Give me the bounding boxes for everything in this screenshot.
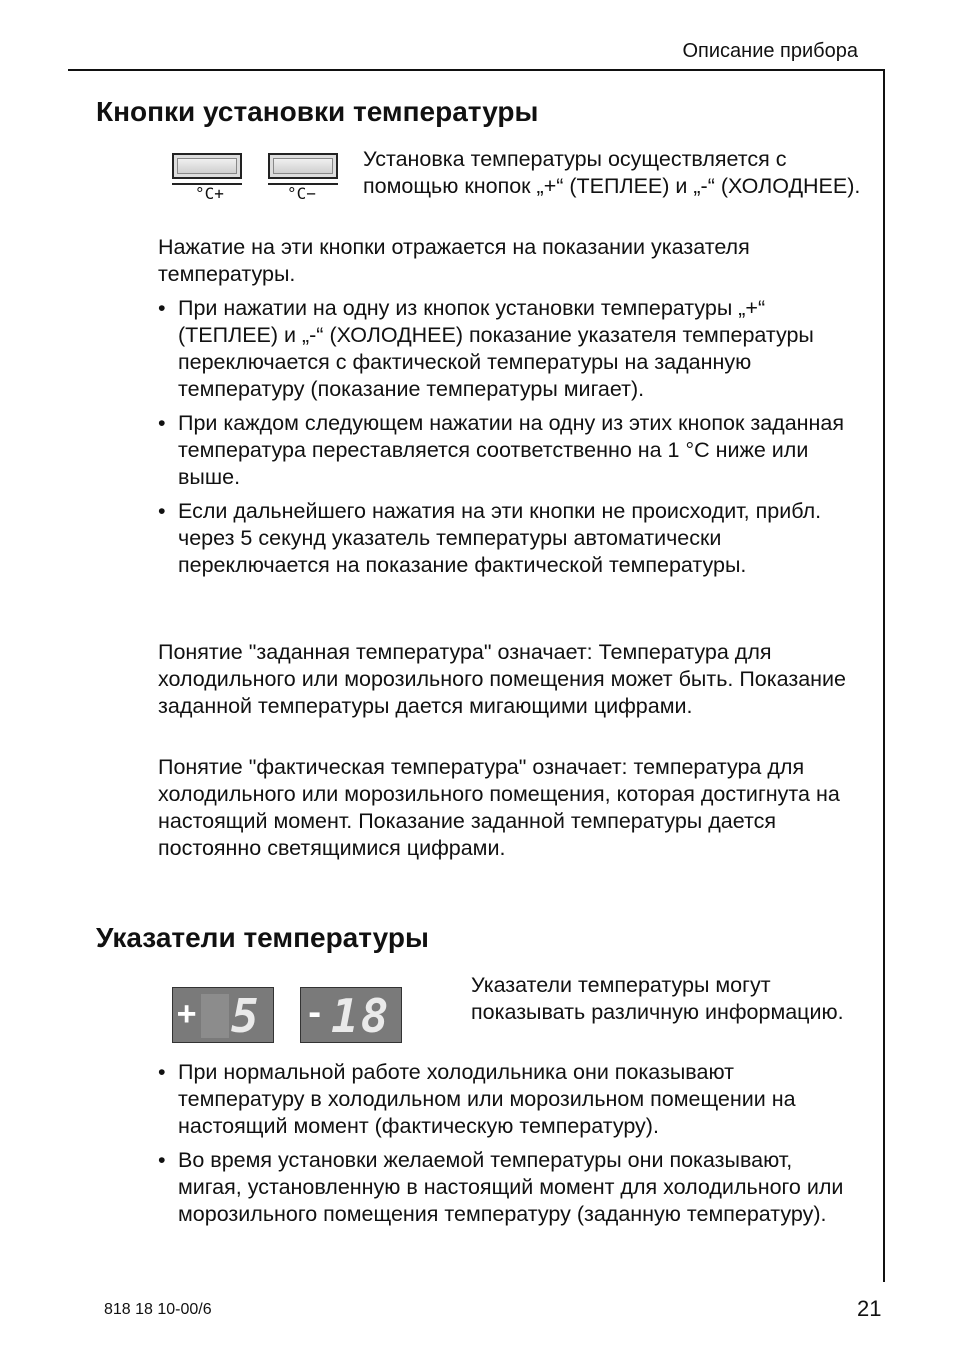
header-rule xyxy=(68,69,885,71)
right-margin-rule xyxy=(883,69,885,1282)
plus-button-face xyxy=(172,153,242,179)
display-sign: - xyxy=(305,994,325,1032)
actual-temp-definition: Понятие "фактическая температура" означает: температура для холодильного или морозильного помещения, которая достигнута на настоящий момент. Показание заданной температуры дается постоянно светящимися цифрами. xyxy=(158,755,840,860)
display-sign: + xyxy=(177,994,197,1032)
indicators-bullet-list xyxy=(158,1059,858,1235)
section-title-indicators: Указатели температуры xyxy=(96,922,429,953)
list-item: • Во время установки желаемой температуры они показывают, мигая, установленную в настоящий момент для холодильного или морозильного помещения температуру (заданную температуру). xyxy=(158,1147,858,1228)
buttons-bullet-list xyxy=(158,295,858,586)
page-number: 21 xyxy=(857,1296,882,1321)
display-digits: 5 xyxy=(231,989,261,1043)
buttons-intro-text: Установка температуры осуществляется с помощью кнопок „+“ (ТЕПЛЕЕ) и „-“ (ХОЛОДНЕЕ). xyxy=(363,147,861,198)
plus-button-label: °C+ xyxy=(195,184,224,203)
list-item: • Если дальнейшего нажатия на эти кнопки не происходит, прибл. через 5 секунд указатель температуры автоматически переключается на показание фактической температуры. xyxy=(158,498,858,579)
minus-button-face xyxy=(268,153,338,179)
fridge-temp-display xyxy=(172,987,274,1043)
document-code: 818 18 10-00/6 xyxy=(104,1301,212,1318)
list-item: • При каждом следующем нажатии на одну из этих кнопок заданная температура переставляется соответственно на 1 °C ниже или выше. xyxy=(158,410,858,491)
minus-button-label: °C− xyxy=(287,184,316,203)
section-title-buttons: Кнопки установки температуры xyxy=(96,96,539,127)
freezer-temp-display xyxy=(300,987,402,1043)
indicators-intro-text: Указатели температуры могут показывать различную информацию. xyxy=(471,973,844,1024)
list-item: • При нажатии на одну из кнопок установки температуры „+“ (ТЕПЛЕЕ) и „-“ (ХОЛОДНЕЕ) показание указателя температуры переключается с фактической температуры на заданную температуру (показание температуры мигает). xyxy=(158,295,858,403)
list-item: • При нормальной работе холодильника они показывают температуру в холодильном или морозильном помещении на настоящий момент (фактическую температуру). xyxy=(158,1059,858,1140)
set-temp-definition: Понятие "заданная температура" означает: Температура для холодильного или морозильного помещения может быть. Показание заданной температуры дается мигающими цифрами. xyxy=(158,640,846,718)
header-section-title: Описание прибора xyxy=(682,40,858,62)
display-digits: 18 xyxy=(331,989,391,1043)
display-segment-bg xyxy=(201,994,229,1038)
buttons-paragraph-1: Нажатие на эти кнопки отражается на показании указателя температуры. xyxy=(158,235,750,286)
